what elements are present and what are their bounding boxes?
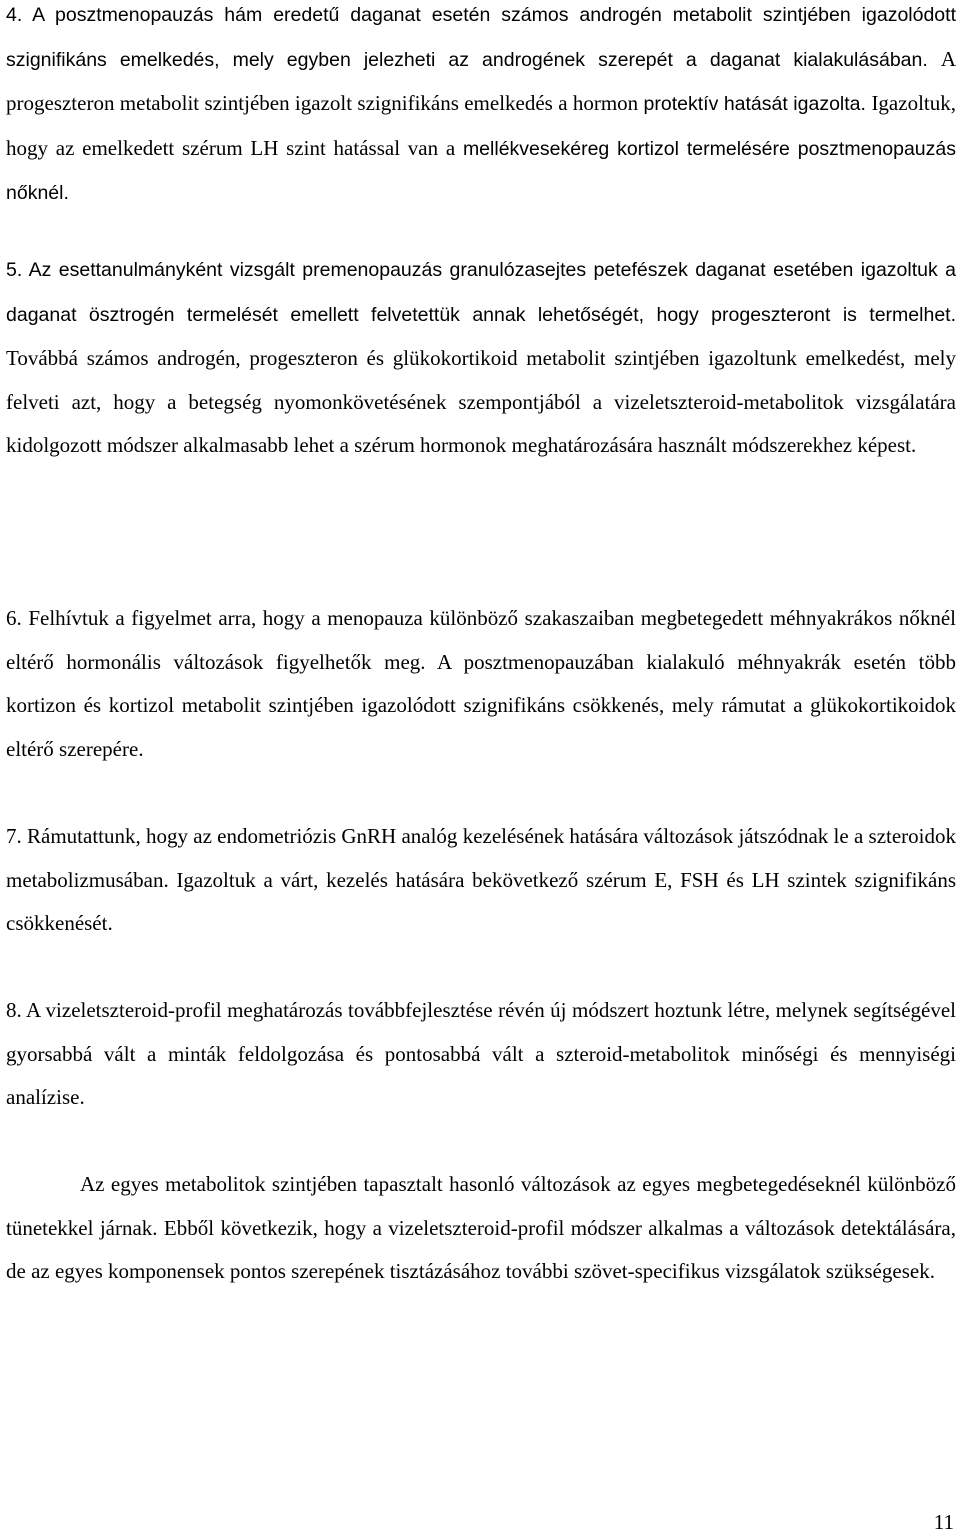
paragraph-6 — [6, 597, 956, 771]
paragraph-text: mellékvesekéreg kortizol termelésére posztmenopauzás nőknél. — [6, 137, 956, 205]
paragraph-8 — [6, 989, 956, 1120]
paragraph-4 — [6, 0, 956, 216]
paragraph-text: 7. Rámutattunk, hogy az endometriózis GnRH analóg kezelésének hatására változások játszódnak le a szteroidok metabolizmusában. Igazoltuk a várt, kezelés hatására bekövetkező szérum E, FSH és LH szintek szignifikáns csökkenését. — [6, 824, 956, 936]
paragraph-text: 6. Felhívtuk a figyelmet arra, hogy a menopauza különböző szakaszaiban megbetegedett méhnyakrákos nőknél eltérő hormonális változások figyelhetők meg. A posztmenopauzában kialakuló méhnyakrák esetén több kortizon és kortizol metabolit szintjében igazolódott szignifikáns csökkenés, mely rámutat a glükokortikoidok eltérő szerepére. — [6, 606, 956, 761]
paragraph-text: Az egyes metabolitok szintjében tapasztalt hasonló változások az egyes megbetegedéseknél különböző tünetekkel járnak. Ebből következik, hogy a vizeletszteroid-profil módszer alkalmas a változások detektálására, de az egyes komponensek pontos szerepének tisztázásához további szövet-specifikus vizsgálatok szükségesek. — [6, 1172, 956, 1284]
page-number: 11 — [933, 1510, 954, 1534]
paragraph-text: A progeszteron metabolit szintjében igazolt szignifikáns emelkedés a hormon — [6, 46, 956, 116]
paragraph-text: 4. A posztmenopauzás hám eredetű daganat esetén számos androgén metabolit szintjében igazolódott szignifikáns emelkedés, mely egyben jelezheti az androgének szerepét a daganat kialakulásában. — [6, 4, 956, 71]
paragraph-text: Igazoltuk, hogy az emelkedett szérum LH szint hatással van a — [6, 91, 956, 160]
paragraph-text: 5. Az esettanulmányként vizsgált premenopauzás granulózasejtes petefészek daganat esetében igazoltuk a daganat ösztrogén termelését emellett felvetettük annak lehetőségét, hogy progeszteront is termelhet. — [6, 259, 956, 326]
paragraph-5 — [6, 248, 956, 468]
paragraph-text: protektív hatását igazolta. — [643, 93, 872, 116]
paragraph-text: Továbbá számos androgén, progeszteron és glükokortikoid metabolit szintjében igazoltunk emelkedést, mely felveti azt, hogy a betegség nyomonkövetésének szempontjából a vizeletszteroid-metabolitok vizsgálatára kidolgozott módszer alkalmasabb lehet a szérum hormonok meghatározására használt módszerekhez képest. — [6, 346, 956, 458]
paragraph-7 — [6, 815, 956, 946]
summary-paragraph — [6, 1163, 956, 1294]
paragraph-text: 8. A vizeletszteroid-profil meghatározás továbbfejlesztése révén új módszert hoztunk létre, melynek segítségével gyorsabbá vált a minták feldolgozása és pontosabbá vált a szteroid-metabolitok minőségi és mennyiségi analízise. — [6, 998, 956, 1110]
